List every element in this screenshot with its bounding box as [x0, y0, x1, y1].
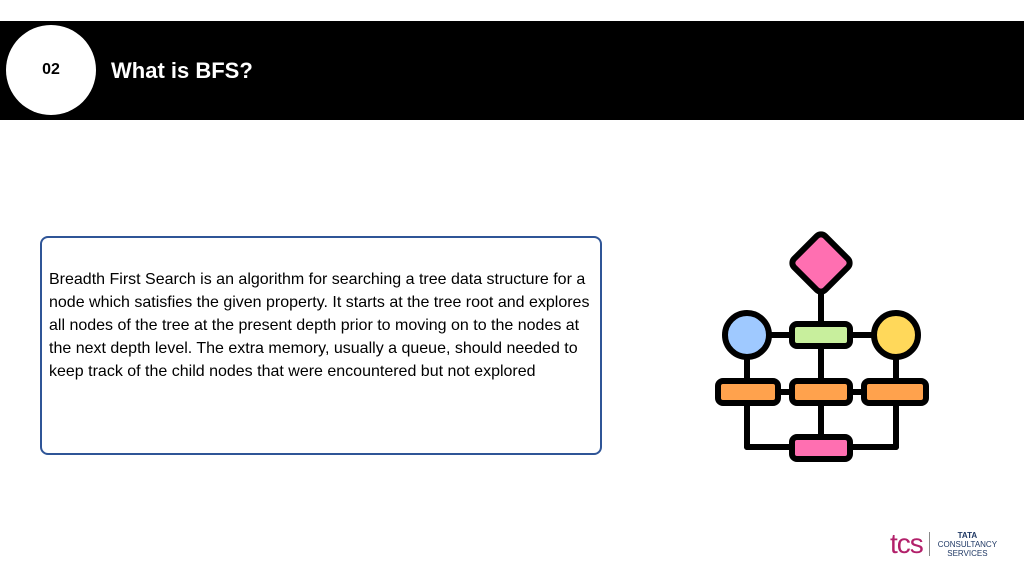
yellow-node: [874, 313, 918, 357]
orange-node-left: [718, 381, 778, 403]
flowchart-illustration-icon: [710, 225, 940, 470]
slide-title: What is BFS?: [111, 58, 253, 83]
tcs-logo: [890, 526, 1014, 562]
diamond-node: [790, 232, 852, 294]
logo-line-3: SERVICES: [947, 548, 988, 558]
orange-node-right: [864, 381, 926, 403]
green-node: [792, 324, 850, 346]
pink-node: [792, 437, 850, 459]
content-body: Breadth First Search is an algorithm for searching a tree data structure for a node which satisfies the given property. It starts at the tree root and explores all nodes of the tree at the present depth prior to moving on to the nodes at the next depth level. The extra memory, usually a queue, should needed to keep track of the child nodes that were encountered but not explored: [49, 271, 590, 380]
logo-wordmark: [938, 531, 997, 558]
blue-node: [725, 313, 769, 357]
logo-line-2: CONSULTANCY: [937, 539, 998, 549]
slide-number-badge: [6, 25, 96, 115]
logo-divider: [929, 532, 930, 556]
orange-node-middle: [792, 381, 850, 403]
logo-mark: tcs: [890, 528, 923, 559]
content-text-box: [40, 236, 602, 455]
slide-number: 02: [42, 61, 60, 78]
logo-line-1: TATA: [957, 530, 978, 540]
